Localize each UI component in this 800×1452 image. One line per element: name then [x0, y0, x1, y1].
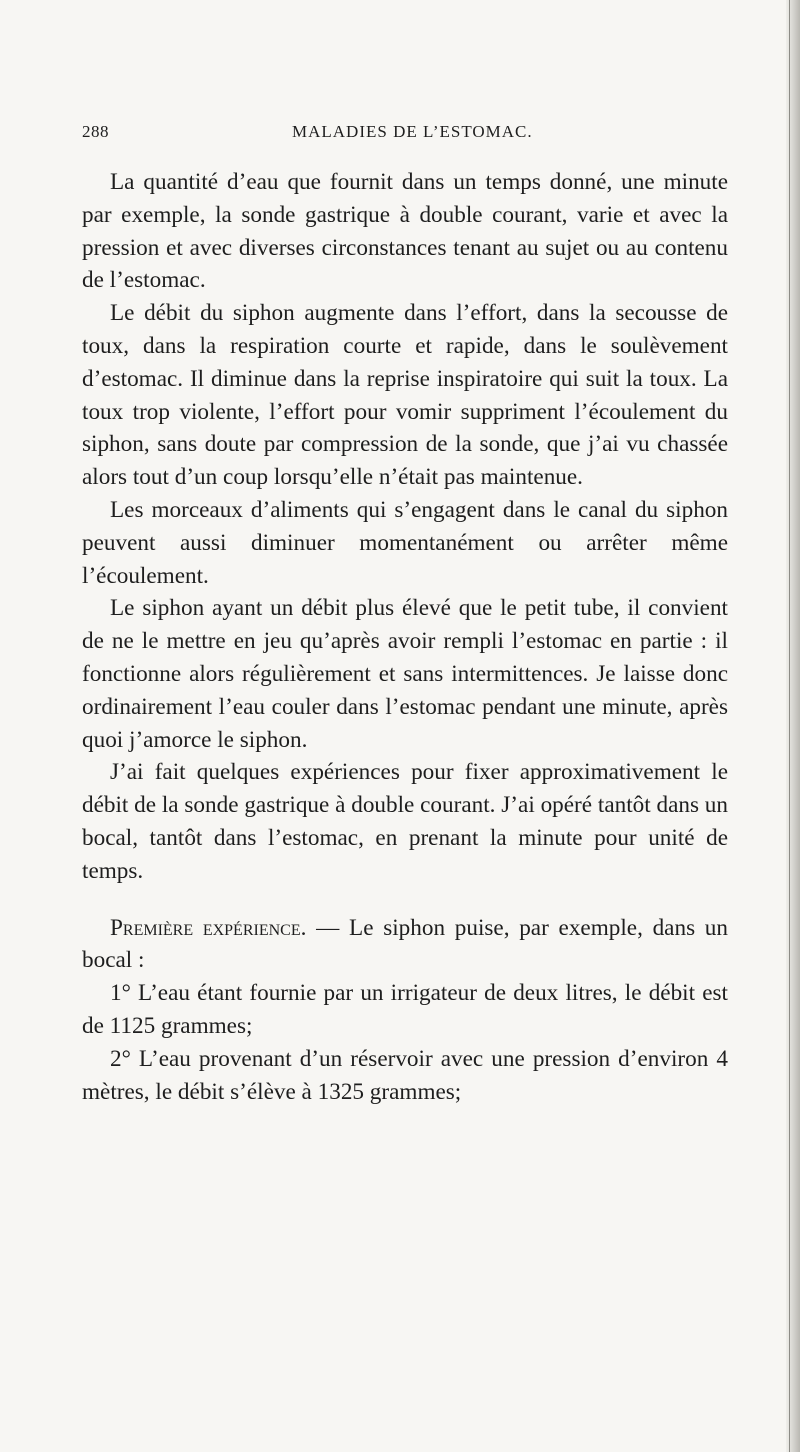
page-number: 288 — [82, 122, 109, 141]
experiment-text: — Le siphon puise, par exemple, dans un bocal : — [82, 914, 728, 974]
running-title: MALADIES DE L’ESTOMAC. — [292, 122, 533, 141]
paragraph: La quantité d’eau que fournit dans un temps donné, une minute par exemple, la sonde gastrique à double courant, varie et avec la pression et avec diverses circonstances tenant au sujet ou au contenu de l’estomac. — [82, 169, 728, 294]
list-item: 1° L’eau étant fournie par un irrigateur de deux litres, le débit est de 1125 grammes; — [82, 980, 728, 1039]
paragraph: Les morceaux d’aliments qui s’engagent dans le canal du siphon peuvent aussi diminuer momentanément ou arrêter même l’écoulement. — [82, 496, 728, 589]
paragraph: Le débit du siphon augmente dans l’effort, dans la secousse de toux, dans la respiration courte et rapide, dans le soulèvement d’estomac. Il diminue dans la reprise inspiratoire qui suit la toux. La toux trop violente, l’effort pour vomir suppriment l’écoulement du siphon, sans doute par compression de la sonde, que j’ai vu chassée alors tout d’un coup lorsqu’elle n’était pas maintenue. — [82, 300, 728, 491]
page-edge-line — [789, 0, 790, 1452]
body-text — [82, 166, 728, 1108]
paragraph: Le siphon ayant un débit plus élevé que le petit tube, il convient de ne le mettre en jeu qu’après avoir rempli l’estomac en partie : il fonctionne alors régulièrement et sans intermittences. Je laisse donc ordinairement l’eau couler dans l’estomac pendant une minute, après quoi j’amorce le siphon. — [82, 595, 728, 753]
list-item: 2° L’eau provenant d’un réservoir avec une pression d’environ 4 mètres, le débit s’élève à 1325 grammes; — [82, 1045, 728, 1105]
page-header — [82, 118, 722, 148]
experiment-heading: Première expérience. — [110, 914, 307, 941]
experiment-paragraph — [82, 912, 728, 978]
paragraph: J’ai fait quelques expériences pour fixer approximativement le débit de la sonde gastrique à double courant. J’ai opéré tantôt dans un bocal, tantôt dans l’estomac, en prenant la minute pour unité de temps. — [82, 759, 728, 884]
